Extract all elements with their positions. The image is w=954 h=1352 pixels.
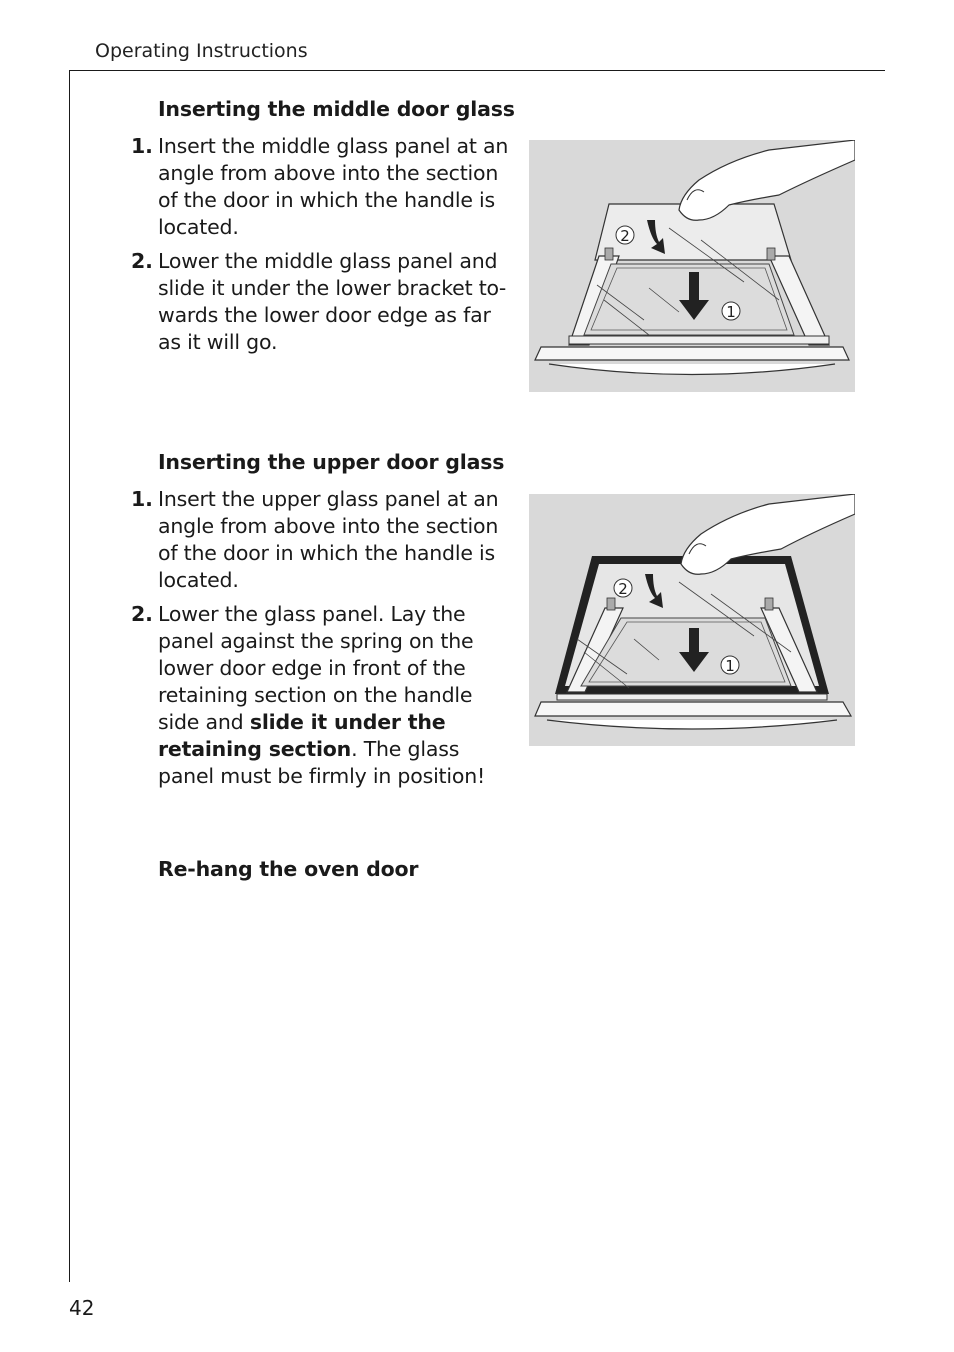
callout-2: 2 xyxy=(618,580,628,598)
step-text: Lower the middle glass panel and slide it under the lower bracket towards the lower door edge as far as it will go. xyxy=(158,249,507,354)
step-number: 2. xyxy=(131,249,153,273)
middle-glass-illustration xyxy=(529,140,855,392)
step-number: 2. xyxy=(131,602,153,626)
callout-2: 2 xyxy=(620,227,630,245)
callout-1: 1 xyxy=(725,657,735,675)
header-rule xyxy=(69,70,885,71)
section-heading-upper-glass: Inserting the upper door glass xyxy=(158,450,505,474)
step-text: Insert the middle glass panel at an angle from above into the section of the door in which the handle is located. xyxy=(158,134,509,239)
step-number: 1. xyxy=(131,487,153,511)
upper-glass-illustration xyxy=(529,494,855,746)
step-text: Insert the upper glass panel at an angle from above into the section of the door in which the handle is located. xyxy=(158,487,499,592)
emphasis-text: slide it under the retaining section xyxy=(158,710,446,761)
callout-1: 1 xyxy=(726,303,736,321)
step-number: 1. xyxy=(131,134,153,158)
margin-rule xyxy=(69,70,70,1282)
step-text: Lower the glass panel. Lay the panel against the spring on the lower door edge in front of the retaining section on the handle side and slide it under the retaining section. The glass panel must be firmly in position! xyxy=(158,602,486,788)
page-number: 42 xyxy=(69,1296,95,1320)
section-heading-middle-glass: Inserting the middle door glass xyxy=(158,97,515,121)
running-header: Operating Instructions xyxy=(95,40,308,62)
section-heading-rehang-door: Re-hang the oven door xyxy=(158,857,419,881)
